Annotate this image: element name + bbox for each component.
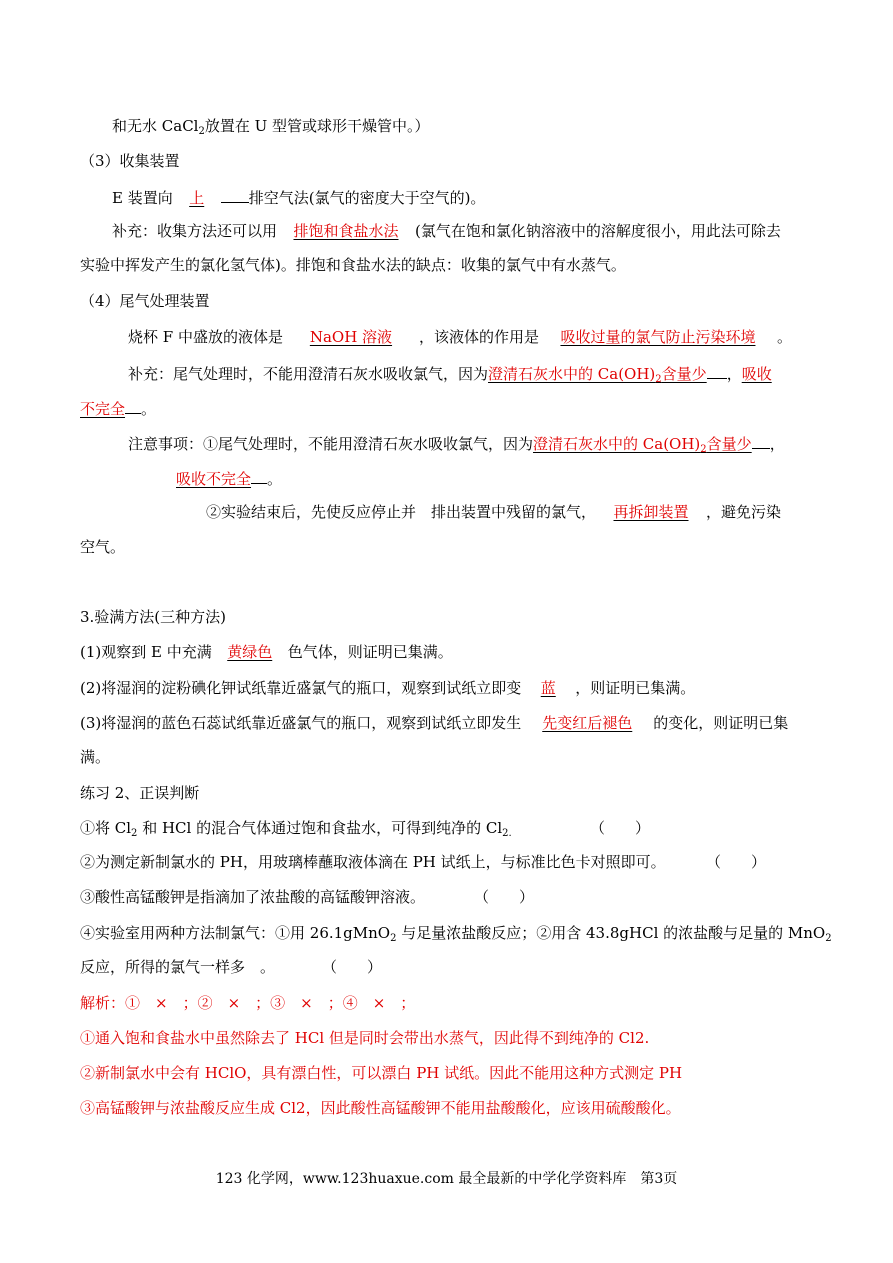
text-line: 补充：尾气处理时，不能用澄清石灰水吸收氯气，因为澄清石灰水中的 $Ca(OH)_2$含量少 ，吸收 — [128, 362, 772, 384]
section-heading-collection: （3）收集装置 — [80, 152, 180, 170]
section-heading-tail-gas: （4）尾气处理装置 — [80, 292, 210, 310]
text-line: 补充：收集方法还可以用 排饱和食盐水法 (氯气在饱和氯化钠溶液中的溶解度很小，用此法可除去 — [112, 222, 781, 240]
explanation-2: ②新制氯水中会有 HClO，具有漂白性，可以漂白 PH 试纸。因此不能用这种方式测定 PH — [80, 1064, 683, 1082]
text-line: 实验中挥发产生的氯化氢气体)。排饱和食盐水法的缺点：收集的氯气中有水蒸气。 — [80, 256, 626, 274]
answer: 黄绿色 — [227, 643, 273, 661]
explanation-1: ①通入饱和食盐水中虽然除去了 HCl 但是同时会带出水蒸气，因此得不到纯净的 Cl2. — [80, 1029, 650, 1047]
text-line: 注意事项：①尾气处理时，不能用澄清石灰水吸收氯气，因为澄清石灰水中的 $Ca(OH)_2$含量少 ， — [128, 432, 785, 454]
section-heading-check: 3.验满方法(三种方法) — [80, 608, 227, 626]
answer-paren: （ ） — [474, 888, 535, 906]
text-line: ②实验结束后，先使反应停止并 排出装置中残留的氯气， 再拆卸装置 ，避免污染 — [206, 503, 782, 521]
explanation-3: ③高锰酸钾与浓盐酸反应生成 Cl2，因此酸性高锰酸钾不能用盐酸酸化，应该用硫酸酸化。 — [80, 1099, 681, 1117]
text-line: (3)将湿润的蓝色石蕊试纸靠近盛氯气的瓶口，观察到试纸立即发生 先变红后褪色 的变化，则证明已集 — [80, 714, 789, 732]
answer: 吸收过量的氯气防止污染环境 — [560, 328, 756, 346]
analysis-answers: 解析：① × ；② × ；③ × ；④ × ； — [80, 994, 416, 1012]
text-line: (1)观察到 E 中充满 黄绿色 色气体，则证明已集满。 — [80, 643, 453, 661]
answer: 不完全 — [80, 400, 126, 418]
answer-paren: （ ） — [322, 958, 383, 976]
question-3: ③酸性高锰酸钾是指滴加了浓盐酸的高锰酸钾溶液。 — [80, 888, 426, 906]
question-2: ②为测定新制氯水的 PH，用玻璃棒蘸取液体滴在 PH 试纸上，与标准比色卡对照即可。 — [80, 853, 666, 871]
answer: 再拆卸装置 — [613, 503, 689, 521]
question-4: ④实验室用两种方法制氯气：①用 26.1gMnO$_2$ 与足量浓盐酸反应；②用含 43.8gHCl 的浓盐酸与足量的 MnO$_2$ — [80, 924, 832, 944]
answer: 上 — [189, 189, 205, 207]
text-line: 满。 — [80, 748, 111, 766]
text-line: (2)将湿润的淀粉碘化钾试纸靠近盛氯气的瓶口，观察到试纸立即变 蓝 ，则证明已集满。 — [80, 679, 696, 697]
answer: NaOH 溶液 — [309, 328, 393, 346]
answer-paren: （ ） — [706, 853, 767, 871]
answer: 吸收 — [741, 365, 772, 383]
page-footer: 123 化学网，www.123huaxue.com 最全最新的中学化学资料库 第3页 — [215, 1171, 678, 1187]
answer: 吸收不完全 — [176, 470, 252, 488]
text-line: 吸收不完全 。 — [176, 467, 282, 489]
text-line: 和无水 CaCl$_2$放置在 U 型管或球形干燥管中。） — [112, 117, 430, 137]
answer: 排饱和食盐水法 — [293, 222, 399, 240]
answer: 先变红后褪色 — [542, 714, 633, 732]
answer-paren: （ ） — [590, 819, 651, 837]
text-line: E 装置向 上 排空气法(氯气的密度大于空气的)。 — [112, 186, 485, 208]
exercise-heading: 练习 2、正误判断 — [80, 784, 200, 802]
answer: 蓝 — [540, 679, 556, 697]
question-1: ①将 $Cl_2$ 和 HCl 的混合气体通过饱和食盐水，可得到纯净的 $Cl_{2.}$ — [80, 819, 512, 839]
text-line: 不完全 。 — [80, 397, 156, 419]
question-4-cont: 反应，所得的氯气一样多 。 — [80, 958, 276, 976]
answer: 澄清石灰水中的 $Ca(OH)_2$含量少 — [488, 365, 707, 385]
answer: 澄清石灰水中的 $Ca(OH)_2$含量少 — [533, 435, 752, 455]
text-line: 空气。 — [80, 538, 126, 556]
text-line: 烧杯 F 中盛放的液体是 NaOH 溶液 ，该液体的作用是 吸收过量的氯气防止污染环境 。 — [128, 328, 792, 346]
